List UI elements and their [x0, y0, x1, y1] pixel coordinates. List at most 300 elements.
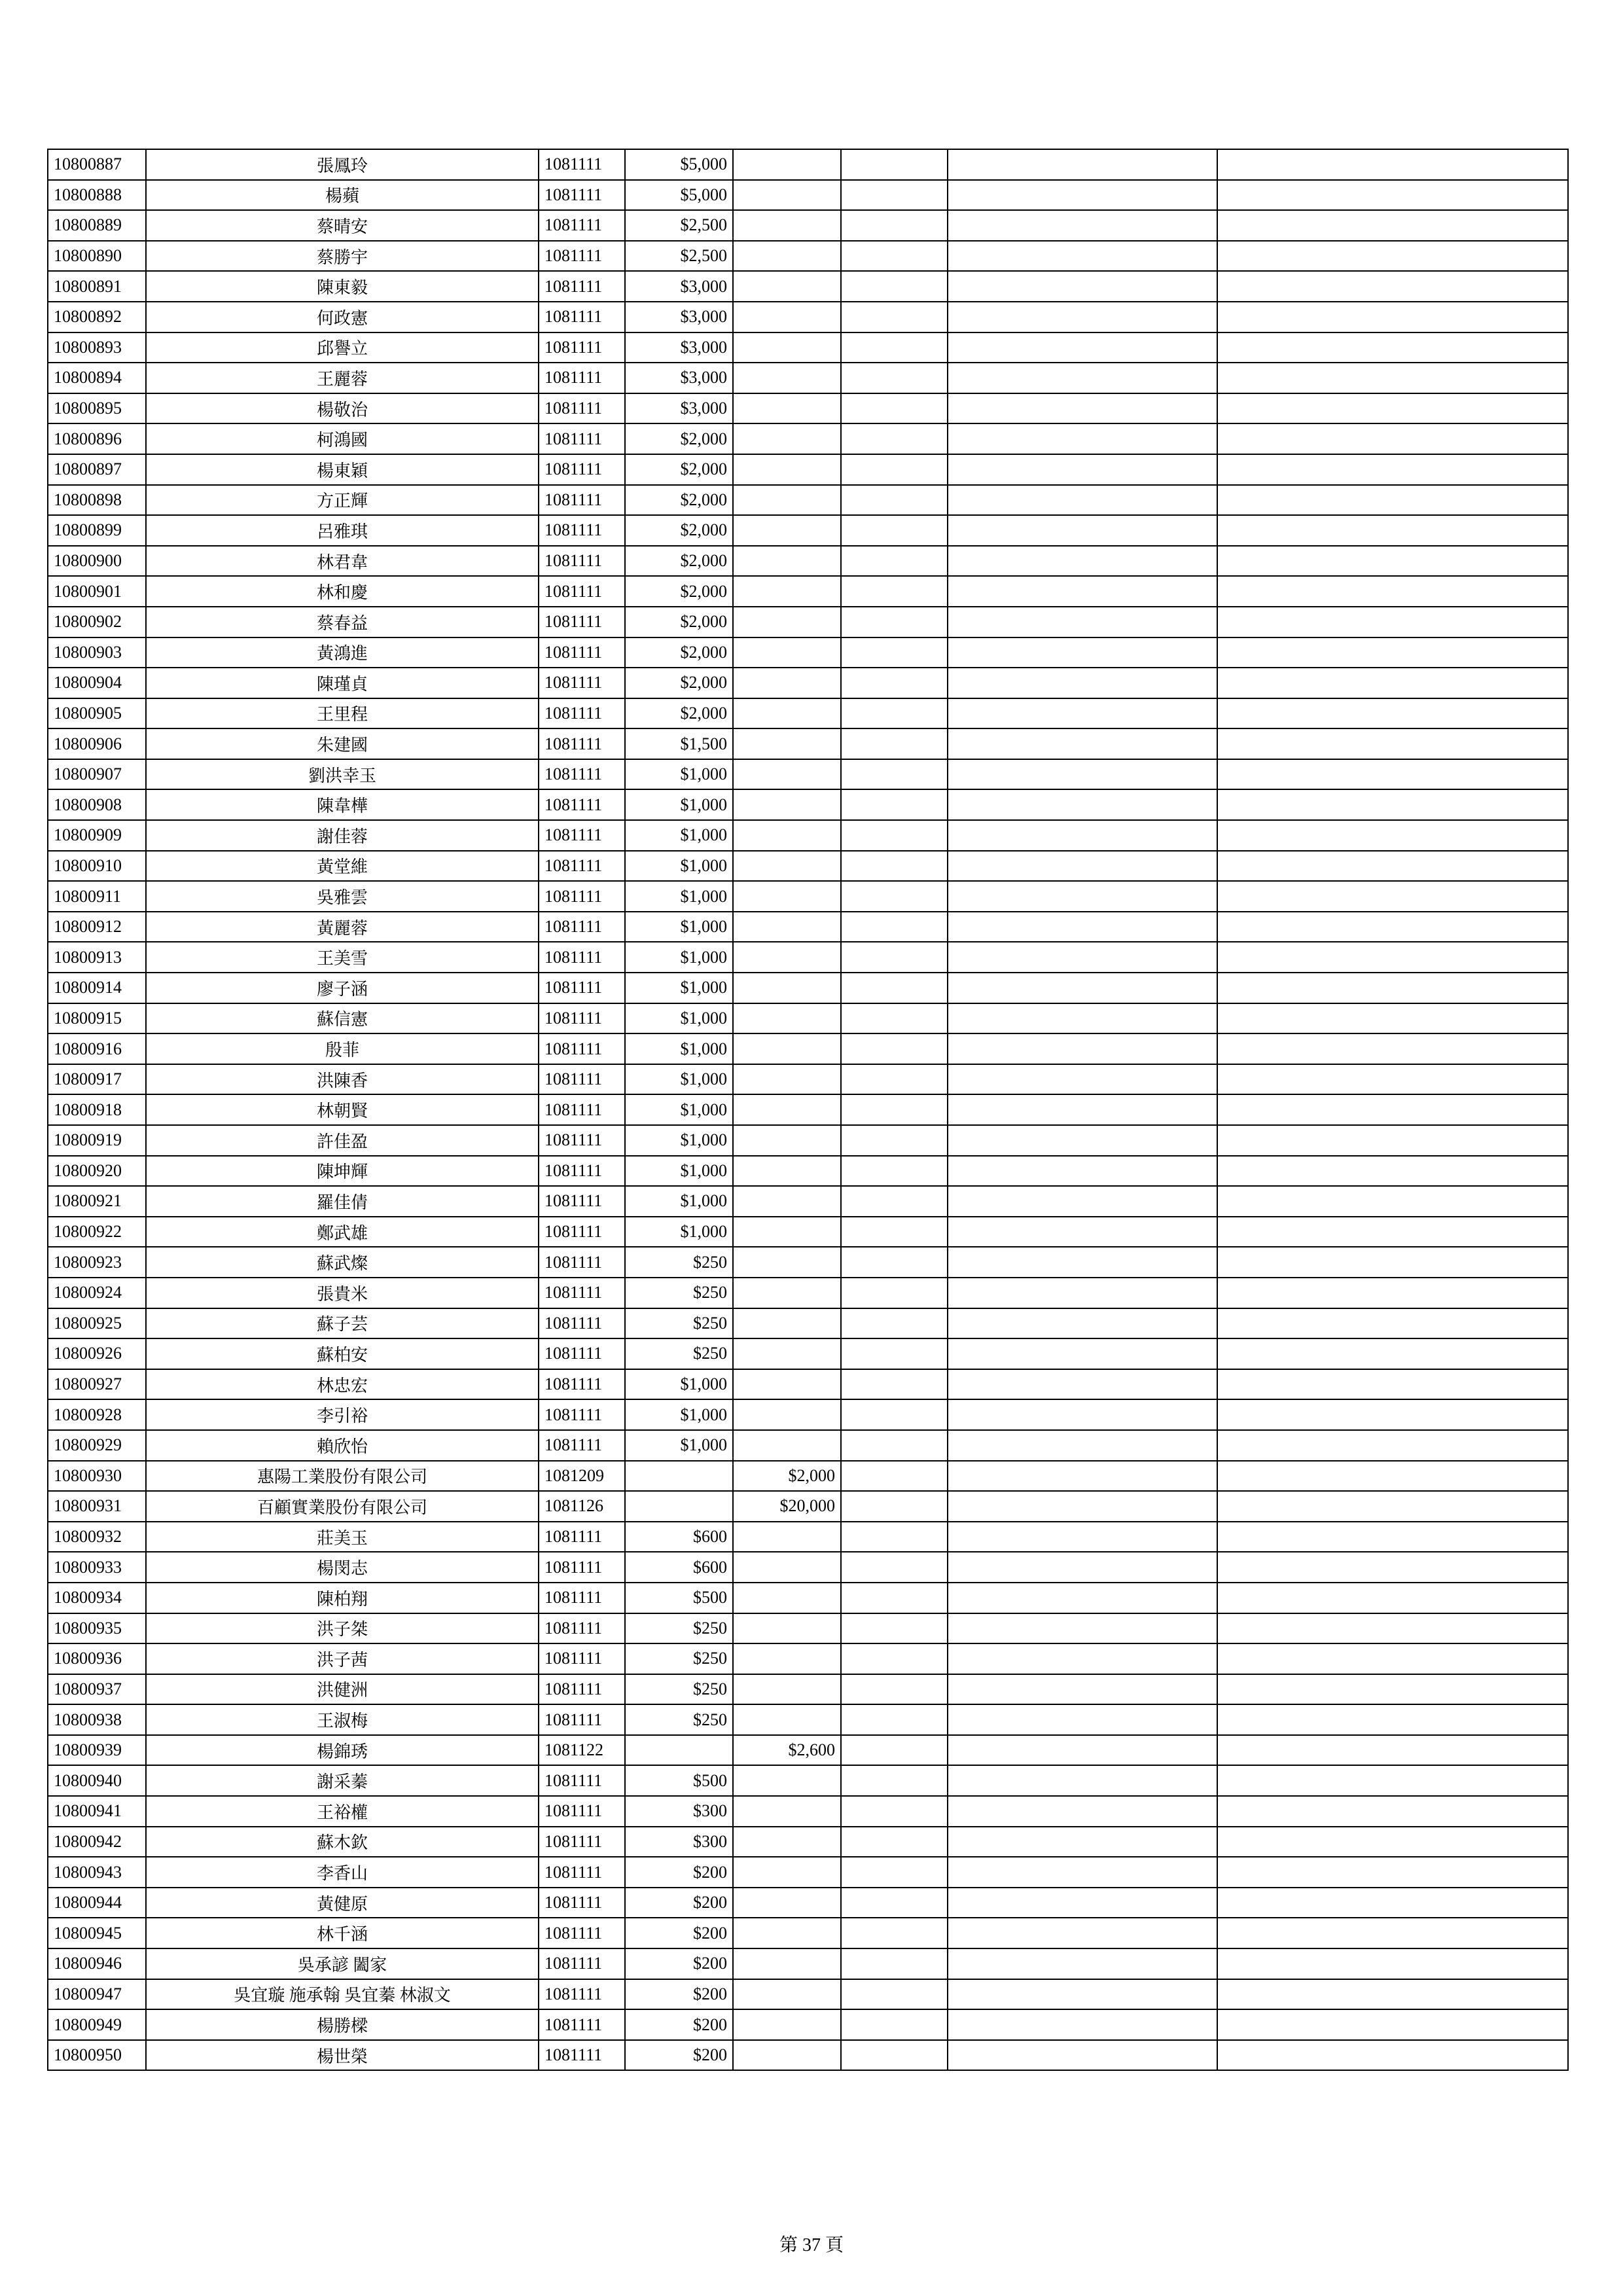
row-id-cell: 10800900	[48, 546, 146, 577]
row-empty-cell	[948, 1552, 1217, 1583]
row-empty-cell	[948, 241, 1217, 272]
row-amount-cell: $300	[625, 1796, 733, 1827]
table-row	[48, 1552, 1568, 1583]
row-empty-cell	[948, 1796, 1217, 1827]
row-name-cell: 鄭武雄	[146, 1217, 539, 1247]
row-id-cell: 10800945	[48, 1918, 146, 1948]
row-empty-cell	[1217, 1156, 1568, 1187]
row-amount2-cell	[733, 1278, 841, 1308]
row-amount-cell: $2,000	[625, 546, 733, 577]
table-row	[48, 668, 1568, 698]
row-empty-cell	[1217, 180, 1568, 211]
row-empty-cell	[841, 1613, 948, 1644]
row-name-cell: 王裕權	[146, 1796, 539, 1827]
row-empty-cell	[841, 1948, 948, 1979]
row-date-cell: 1081111	[539, 1308, 625, 1339]
row-amount2-cell	[733, 1857, 841, 1888]
row-empty-cell	[841, 1399, 948, 1430]
row-id-cell: 10800934	[48, 1583, 146, 1613]
row-empty-cell	[1217, 668, 1568, 698]
row-empty-cell	[1217, 485, 1568, 516]
row-name-cell: 謝佳蓉	[146, 820, 539, 851]
row-id-cell: 10800939	[48, 1735, 146, 1766]
row-date-cell: 1081111	[539, 515, 625, 546]
row-empty-cell	[1217, 1583, 1568, 1613]
row-date-cell: 1081111	[539, 698, 625, 729]
row-id-cell: 10800914	[48, 973, 146, 1003]
row-date-cell: 1081111	[539, 576, 625, 607]
row-amount2-cell	[733, 271, 841, 302]
row-name-cell: 蘇木欽	[146, 1827, 539, 1857]
row-amount-cell: $200	[625, 1888, 733, 1918]
row-empty-cell	[948, 576, 1217, 607]
table-row	[48, 1186, 1568, 1217]
table-row	[48, 332, 1568, 363]
row-empty-cell	[948, 1003, 1217, 1034]
row-amount2-cell	[733, 912, 841, 942]
row-id-cell: 10800929	[48, 1430, 146, 1461]
row-amount2-cell	[733, 180, 841, 211]
row-amount2-cell	[733, 1064, 841, 1095]
row-amount-cell: $3,000	[625, 393, 733, 424]
row-amount-cell: $3,000	[625, 271, 733, 302]
row-id-cell: 10800912	[48, 912, 146, 942]
row-name-cell: 洪健洲	[146, 1674, 539, 1705]
row-empty-cell	[841, 1064, 948, 1095]
table-row	[48, 973, 1568, 1003]
row-amount-cell: $3,000	[625, 332, 733, 363]
row-empty-cell	[948, 271, 1217, 302]
row-amount-cell: $1,000	[625, 881, 733, 912]
row-empty-cell	[841, 149, 948, 180]
table-row	[48, 820, 1568, 851]
row-amount2-cell: $2,600	[733, 1735, 841, 1766]
row-empty-cell	[948, 1399, 1217, 1430]
row-empty-cell	[948, 302, 1217, 332]
row-amount-cell	[625, 1461, 733, 1492]
row-date-cell: 1081111	[539, 1674, 625, 1705]
row-empty-cell	[948, 1979, 1217, 2010]
row-id-cell: 10800913	[48, 942, 146, 973]
row-name-cell: 王里程	[146, 698, 539, 729]
row-date-cell: 1081111	[539, 1979, 625, 2010]
row-amount-cell: $200	[625, 1979, 733, 2010]
row-amount2-cell	[733, 210, 841, 241]
table-row	[48, 1765, 1568, 1796]
row-date-cell: 1081111	[539, 851, 625, 882]
row-empty-cell	[1217, 698, 1568, 729]
row-empty-cell	[1217, 2009, 1568, 2040]
row-id-cell: 10800931	[48, 1491, 146, 1522]
row-empty-cell	[1217, 759, 1568, 790]
table-row	[48, 454, 1568, 485]
row-empty-cell	[841, 515, 948, 546]
row-amount2-cell	[733, 973, 841, 1003]
row-empty-cell	[841, 881, 948, 912]
row-date-cell: 1081111	[539, 271, 625, 302]
row-empty-cell	[841, 851, 948, 882]
table-row	[48, 789, 1568, 820]
row-empty-cell	[1217, 1613, 1568, 1644]
row-amount-cell: $200	[625, 2009, 733, 2040]
row-date-cell: 1081122	[539, 1735, 625, 1766]
row-amount-cell: $1,000	[625, 942, 733, 973]
row-amount2-cell	[733, 759, 841, 790]
row-id-cell: 10800893	[48, 332, 146, 363]
row-amount-cell: $1,000	[625, 820, 733, 851]
row-id-cell: 10800895	[48, 393, 146, 424]
row-date-cell: 1081111	[539, 149, 625, 180]
row-empty-cell	[948, 180, 1217, 211]
row-amount2-cell	[733, 1948, 841, 1979]
row-date-cell: 1081111	[539, 1278, 625, 1308]
row-empty-cell	[1217, 363, 1568, 393]
row-date-cell: 1081111	[539, 363, 625, 393]
row-empty-cell	[948, 607, 1217, 637]
row-amount-cell: $3,000	[625, 302, 733, 332]
row-id-cell: 10800950	[48, 2040, 146, 2071]
row-empty-cell	[948, 1156, 1217, 1187]
row-date-cell: 1081111	[539, 1918, 625, 1948]
row-empty-cell	[948, 668, 1217, 698]
row-amount2-cell	[733, 1552, 841, 1583]
row-amount2-cell: $2,000	[733, 1461, 841, 1492]
row-empty-cell	[1217, 1308, 1568, 1339]
row-name-cell: 楊錦琇	[146, 1735, 539, 1766]
row-name-cell: 陳坤輝	[146, 1156, 539, 1187]
row-date-cell: 1081111	[539, 1247, 625, 1278]
row-empty-cell	[841, 759, 948, 790]
row-date-cell: 1081111	[539, 1156, 625, 1187]
row-empty-cell	[948, 1491, 1217, 1522]
row-empty-cell	[1217, 149, 1568, 180]
row-id-cell: 10800946	[48, 1948, 146, 1979]
row-empty-cell	[841, 454, 948, 485]
row-empty-cell	[948, 1338, 1217, 1369]
row-date-cell: 1081111	[539, 973, 625, 1003]
row-amount-cell: $200	[625, 1857, 733, 1888]
row-date-cell: 1081111	[539, 1796, 625, 1827]
row-empty-cell	[841, 1217, 948, 1247]
row-id-cell: 10800910	[48, 851, 146, 882]
table-row	[48, 1125, 1568, 1156]
row-id-cell: 10800927	[48, 1369, 146, 1400]
table-row	[48, 851, 1568, 882]
row-empty-cell	[1217, 1278, 1568, 1308]
row-date-cell: 1081111	[539, 789, 625, 820]
row-date-cell: 1081111	[539, 728, 625, 759]
row-id-cell: 10800888	[48, 180, 146, 211]
row-amount-cell: $2,000	[625, 607, 733, 637]
row-id-cell: 10800925	[48, 1308, 146, 1339]
row-amount2-cell	[733, 576, 841, 607]
row-name-cell: 陳瑾貞	[146, 668, 539, 698]
row-id-cell: 10800916	[48, 1033, 146, 1064]
row-name-cell: 陳韋樺	[146, 789, 539, 820]
table-row	[48, 1827, 1568, 1857]
row-amount2-cell	[733, 1033, 841, 1064]
row-date-cell: 1081111	[539, 485, 625, 516]
row-amount-cell: $600	[625, 1522, 733, 1552]
row-name-cell: 百顧實業股份有限公司	[146, 1491, 539, 1522]
row-empty-cell	[841, 1888, 948, 1918]
row-empty-cell	[1217, 1430, 1568, 1461]
row-empty-cell	[1217, 912, 1568, 942]
table-row	[48, 241, 1568, 272]
row-empty-cell	[948, 1735, 1217, 1766]
row-empty-cell	[1217, 1338, 1568, 1369]
row-name-cell: 賴欣怡	[146, 1430, 539, 1461]
row-name-cell: 謝采蓁	[146, 1765, 539, 1796]
table-row	[48, 1613, 1568, 1644]
row-empty-cell	[948, 1247, 1217, 1278]
row-empty-cell	[1217, 1918, 1568, 1948]
row-date-cell: 1081111	[539, 1430, 625, 1461]
row-date-cell: 1081111	[539, 1888, 625, 1918]
row-id-cell: 10800906	[48, 728, 146, 759]
row-name-cell: 陳東毅	[146, 271, 539, 302]
row-amount2-cell	[733, 1613, 841, 1644]
row-empty-cell	[948, 1643, 1217, 1674]
row-date-cell: 1081111	[539, 393, 625, 424]
row-empty-cell	[948, 820, 1217, 851]
row-amount-cell: $1,000	[625, 912, 733, 942]
row-amount-cell	[625, 1735, 733, 1766]
row-amount-cell: $1,000	[625, 1033, 733, 1064]
row-empty-cell	[1217, 1857, 1568, 1888]
row-empty-cell	[841, 1857, 948, 1888]
row-date-cell: 1081111	[539, 1948, 625, 1979]
row-amount-cell: $1,000	[625, 1094, 733, 1125]
row-empty-cell	[948, 637, 1217, 668]
row-empty-cell	[1217, 1735, 1568, 1766]
row-date-cell: 1081111	[539, 942, 625, 973]
row-amount-cell: $2,500	[625, 210, 733, 241]
row-empty-cell	[1217, 393, 1568, 424]
row-empty-cell	[841, 1247, 948, 1278]
row-date-cell: 1081111	[539, 1033, 625, 1064]
row-amount2-cell	[733, 332, 841, 363]
row-amount-cell: $2,000	[625, 576, 733, 607]
row-id-cell: 10800890	[48, 241, 146, 272]
row-empty-cell	[841, 271, 948, 302]
row-amount-cell: $1,000	[625, 1003, 733, 1034]
row-name-cell: 張貴米	[146, 1278, 539, 1308]
row-amount-cell: $2,000	[625, 637, 733, 668]
row-id-cell: 10800918	[48, 1094, 146, 1125]
row-date-cell: 1081111	[539, 1064, 625, 1095]
row-amount-cell: $200	[625, 1948, 733, 1979]
row-empty-cell	[841, 1338, 948, 1369]
row-name-cell: 楊敬治	[146, 393, 539, 424]
row-amount-cell: $500	[625, 1765, 733, 1796]
row-empty-cell	[841, 1522, 948, 1552]
row-amount-cell: $1,000	[625, 1125, 733, 1156]
row-amount2-cell	[733, 393, 841, 424]
row-date-cell: 1081111	[539, 302, 625, 332]
row-id-cell: 10800921	[48, 1186, 146, 1217]
row-empty-cell	[841, 302, 948, 332]
row-id-cell: 10800924	[48, 1278, 146, 1308]
row-id-cell: 10800920	[48, 1156, 146, 1187]
table-row	[48, 1674, 1568, 1705]
row-empty-cell	[948, 1888, 1217, 1918]
row-id-cell: 10800905	[48, 698, 146, 729]
row-empty-cell	[841, 912, 948, 942]
row-date-cell: 1081111	[539, 820, 625, 851]
row-id-cell: 10800898	[48, 485, 146, 516]
row-name-cell: 蘇子芸	[146, 1308, 539, 1339]
row-id-cell: 10800896	[48, 423, 146, 454]
row-amount2-cell	[733, 668, 841, 698]
row-amount2-cell	[733, 1918, 841, 1948]
row-empty-cell	[1217, 607, 1568, 637]
row-empty-cell	[1217, 1888, 1568, 1918]
row-id-cell: 10800941	[48, 1796, 146, 1827]
row-empty-cell	[841, 180, 948, 211]
row-empty-cell	[948, 759, 1217, 790]
row-empty-cell	[841, 1125, 948, 1156]
row-name-cell: 許佳盈	[146, 1125, 539, 1156]
row-name-cell: 惠陽工業股份有限公司	[146, 1461, 539, 1492]
row-name-cell: 蘇武燦	[146, 1247, 539, 1278]
row-empty-cell	[1217, 2040, 1568, 2071]
row-amount2-cell	[733, 1674, 841, 1705]
row-date-cell: 1081111	[539, 1827, 625, 1857]
row-amount-cell: $300	[625, 1827, 733, 1857]
row-id-cell: 10800909	[48, 820, 146, 851]
row-date-cell: 1081126	[539, 1491, 625, 1522]
row-empty-cell	[948, 851, 1217, 882]
table-row	[48, 1704, 1568, 1735]
row-empty-cell	[948, 149, 1217, 180]
row-name-cell: 李引裕	[146, 1399, 539, 1430]
table-row	[48, 1278, 1568, 1308]
row-amount2-cell	[733, 2009, 841, 2040]
row-empty-cell	[1217, 1827, 1568, 1857]
row-empty-cell	[1217, 820, 1568, 851]
row-empty-cell	[841, 423, 948, 454]
row-name-cell: 李香山	[146, 1857, 539, 1888]
row-amount-cell: $200	[625, 2040, 733, 2071]
row-empty-cell	[841, 2009, 948, 2040]
table-row	[48, 1888, 1568, 1918]
row-id-cell: 10800907	[48, 759, 146, 790]
table-row	[48, 912, 1568, 942]
row-empty-cell	[841, 820, 948, 851]
row-empty-cell	[841, 668, 948, 698]
row-empty-cell	[841, 576, 948, 607]
page-number: 第 37 頁	[779, 2235, 844, 2255]
row-empty-cell	[841, 393, 948, 424]
row-id-cell: 10800928	[48, 1399, 146, 1430]
row-empty-cell	[948, 1613, 1217, 1644]
row-id-cell: 10800892	[48, 302, 146, 332]
row-amount-cell: $600	[625, 1552, 733, 1583]
table-row	[48, 1857, 1568, 1888]
row-date-cell: 1081111	[539, 454, 625, 485]
row-id-cell: 10800937	[48, 1674, 146, 1705]
row-empty-cell	[1217, 1033, 1568, 1064]
row-name-cell: 黃鴻進	[146, 637, 539, 668]
row-amount2-cell	[733, 1399, 841, 1430]
table-row	[48, 210, 1568, 241]
table-row	[48, 1796, 1568, 1827]
table-row	[48, 546, 1568, 577]
row-amount2-cell	[733, 1827, 841, 1857]
row-amount-cell: $1,000	[625, 789, 733, 820]
row-id-cell: 10800949	[48, 2009, 146, 2040]
row-amount-cell: $1,000	[625, 973, 733, 1003]
row-id-cell: 10800926	[48, 1338, 146, 1369]
row-amount-cell: $200	[625, 1918, 733, 1948]
row-amount2-cell	[733, 1888, 841, 1918]
row-name-cell: 林朝賢	[146, 1094, 539, 1125]
row-id-cell: 10800911	[48, 881, 146, 912]
row-id-cell: 10800919	[48, 1125, 146, 1156]
row-name-cell: 林君韋	[146, 546, 539, 577]
row-amount2-cell	[733, 728, 841, 759]
row-name-cell: 楊蘋	[146, 180, 539, 211]
row-amount-cell: $2,000	[625, 485, 733, 516]
row-empty-cell	[948, 1948, 1217, 1979]
row-empty-cell	[841, 1033, 948, 1064]
table-row	[48, 423, 1568, 454]
row-empty-cell	[948, 1308, 1217, 1339]
row-empty-cell	[948, 2040, 1217, 2071]
table-row	[48, 637, 1568, 668]
row-date-cell: 1081111	[539, 1338, 625, 1369]
row-amount2-cell	[733, 851, 841, 882]
row-empty-cell	[1217, 1247, 1568, 1278]
row-amount2-cell	[733, 1430, 841, 1461]
row-empty-cell	[948, 2009, 1217, 2040]
row-amount-cell: $2,000	[625, 698, 733, 729]
row-amount-cell: $2,500	[625, 241, 733, 272]
row-amount2-cell	[733, 820, 841, 851]
row-date-cell: 1081111	[539, 668, 625, 698]
row-empty-cell	[1217, 728, 1568, 759]
row-empty-cell	[1217, 332, 1568, 363]
row-id-cell: 10800915	[48, 1003, 146, 1034]
row-empty-cell	[841, 241, 948, 272]
row-empty-cell	[841, 698, 948, 729]
row-amount-cell: $2,000	[625, 668, 733, 698]
row-date-cell: 1081111	[539, 1613, 625, 1644]
row-empty-cell	[841, 1430, 948, 1461]
row-empty-cell	[841, 1491, 948, 1522]
row-date-cell: 1081111	[539, 1552, 625, 1583]
row-date-cell: 1081111	[539, 1186, 625, 1217]
row-name-cell: 呂雅琪	[146, 515, 539, 546]
row-empty-cell	[948, 1278, 1217, 1308]
row-id-cell: 10800938	[48, 1704, 146, 1735]
row-empty-cell	[841, 1461, 948, 1492]
table-row	[48, 942, 1568, 973]
row-amount2-cell	[733, 1094, 841, 1125]
row-amount2-cell: $20,000	[733, 1491, 841, 1522]
row-empty-cell	[1217, 423, 1568, 454]
row-empty-cell	[841, 1735, 948, 1766]
row-empty-cell	[841, 1003, 948, 1034]
row-empty-cell	[841, 607, 948, 637]
table-row	[48, 1033, 1568, 1064]
table-row	[48, 1094, 1568, 1125]
ledger-body	[48, 149, 1568, 2070]
row-empty-cell	[1217, 973, 1568, 1003]
row-empty-cell	[948, 881, 1217, 912]
row-empty-cell	[841, 2040, 948, 2071]
